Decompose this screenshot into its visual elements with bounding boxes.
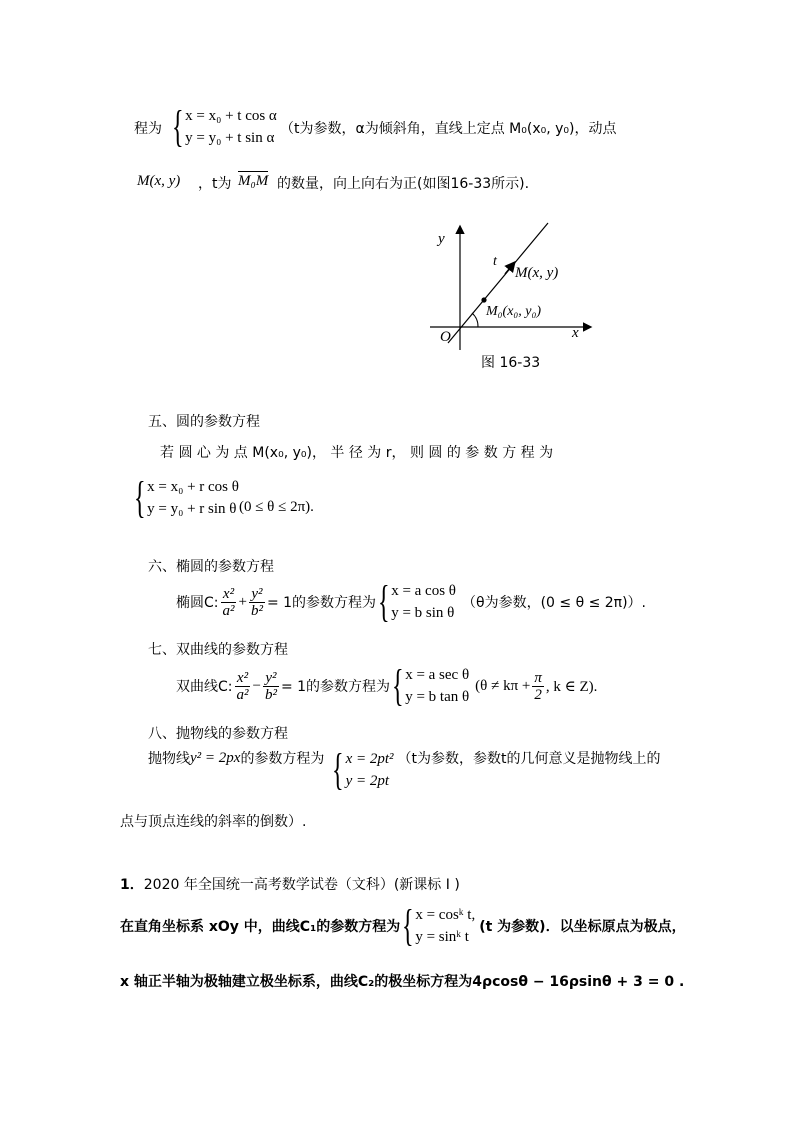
parabola-eq: y² = 2px (190, 750, 241, 766)
hyperbola-op: − (252, 677, 261, 694)
brace-icon: { (134, 473, 146, 522)
problem-number: 1． (120, 877, 144, 893)
hyperbola-eq2: y = b tan θ (405, 689, 470, 705)
circle-eq2: y = y₀ + r sin θ (147, 501, 237, 517)
ellipse-op: + (238, 593, 247, 610)
label-m0: M₀(x₀, y₀) (486, 304, 542, 319)
problem-header (120, 874, 460, 894)
hyperbola-prefix: 双曲线C: (176, 679, 233, 695)
parabola-eq2: y = 2pt (345, 773, 390, 789)
line-param-prefix: 程为 (134, 121, 162, 137)
brace-icon: { (392, 661, 404, 710)
ellipse-eq2: y = b sin θ (391, 605, 455, 621)
hyperbola-eq1: x = a sec θ (405, 667, 470, 683)
direction-arrow (505, 263, 514, 274)
hyperbola-cond-a: (θ ≠ kπ + (475, 677, 531, 694)
circle-cond: (0 ≤ θ ≤ 2π). (238, 498, 314, 515)
brace-icon: { (332, 745, 345, 794)
circle-system (134, 473, 314, 522)
line-eq2: y = y₀ + t sin α (185, 130, 275, 146)
hyperbola-cond-b: , k ∈ Z). (545, 678, 598, 695)
problem-text1: 在直角坐标系 xOy 中，曲线C₁的参数方程为 (120, 919, 401, 935)
parabola-desc: （t为参数，参数t的几何意义是抛物线上的 (397, 751, 661, 767)
hyperbola-cond-frac: $\frac{\pi}{2}$ (534, 669, 542, 703)
ellipse-frac2: $\frac{\text{y²}}{\text{b²}}$ (250, 585, 263, 619)
line-param-desc2: ，t为 (198, 176, 232, 192)
param-line (448, 223, 548, 343)
parabola-mid: 的参数方程为 (240, 751, 325, 767)
vector-m0m: M₀M (238, 173, 269, 189)
parabola-prefix: 抛物线 (148, 751, 190, 767)
ellipse-frac1: $\frac{\text{x²}}{\text{a²}}$ (222, 585, 235, 619)
point-m0 (481, 297, 486, 302)
hyperbola-heading: 七、双曲线的参数方程 (148, 642, 288, 658)
label-x: x (572, 325, 579, 341)
line-eq1: x = x₀ + t cos α (185, 108, 277, 124)
figure-caption: 图 16-33 (481, 355, 541, 371)
line-param-desc3: 的数量，向上向右为正(如图16-33所示). (277, 176, 530, 192)
label-y: y (438, 231, 445, 247)
problem-eq2: y = sinᵏ t (415, 929, 469, 945)
parabola-heading: 八、抛物线的参数方程 (148, 726, 288, 742)
label-o: O (440, 329, 451, 345)
parabola-desc2: 点与顶点连线的斜率的倒数）. (120, 814, 307, 830)
hyperbola-frac2: $\frac{\text{y²}}{\text{b²}}$ (264, 669, 277, 703)
ellipse-row (176, 577, 647, 626)
parabola-row (148, 744, 661, 792)
figure-16-33 (420, 215, 600, 375)
brace-icon: { (172, 102, 184, 151)
ellipse-cond: （θ为参数，(0 ≤ θ ≤ 2π)）. (462, 595, 647, 611)
problem-line1 (120, 901, 686, 950)
circle-text: 若 圆 心 为 点 M(x₀, y₀)， 半 径 为 r， 则 圆 的 参 数 方 程 为 (160, 445, 554, 461)
parabola-eq1: x = 2pt² (345, 751, 394, 767)
hyperbola-frac1: $\frac{\text{x²}}{\text{a²}}$ (236, 669, 249, 703)
problem-source: 2020 年全国统一高考数学试卷（文科）(新课标 I ) (143, 877, 460, 893)
brace-icon: { (378, 577, 390, 626)
line-param-m-point: M(x, y) (137, 173, 181, 189)
line-param-system (172, 102, 277, 151)
line-param-desc1: （t为参数，α为倾斜角，直线上定点 M₀(x₀, y₀)，动点 (280, 121, 617, 137)
ellipse-heading: 六、椭圆的参数方程 (148, 559, 274, 575)
hyperbola-row (176, 661, 598, 710)
label-t: t (493, 254, 497, 269)
ellipse-prefix: 椭圆C: (176, 595, 219, 611)
angle-arc (472, 313, 478, 327)
brace-icon: { (402, 901, 414, 950)
label-m: M(x, y) (515, 265, 559, 281)
parabola-system (332, 745, 394, 794)
problem-text2: (t 为参数)．以坐标原点为极点， (479, 919, 686, 935)
hyperbola-mid: = 1的参数方程为 (280, 679, 391, 695)
ellipse-eq1: x = a cos θ (391, 583, 456, 599)
ellipse-mid: = 1的参数方程为 (266, 595, 377, 611)
problem-eq1: x = cosᵏ t, (415, 907, 476, 923)
problem-text3: x 轴正半轴为极轴建立极坐标系，曲线C₂的极坐标方程为4ρcosθ − 16ρsinθ + 3 = 0 . (120, 974, 685, 990)
circle-eq1: x = x₀ + r cos θ (147, 479, 239, 495)
circle-heading: 五、圆的参数方程 (148, 414, 260, 430)
